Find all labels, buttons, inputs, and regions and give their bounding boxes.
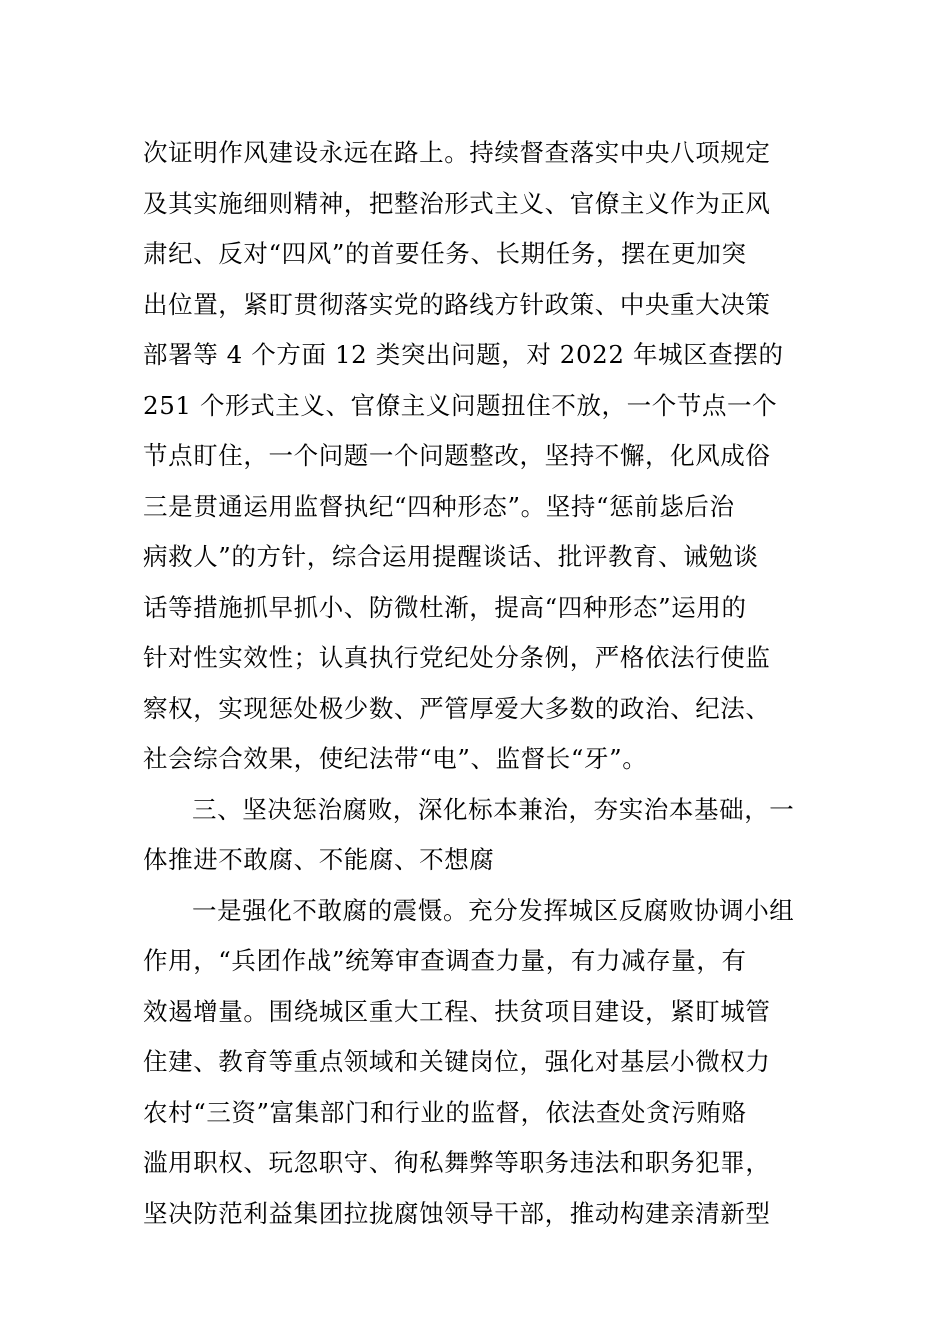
section-heading-line-2: 体推进不敢腐、不能腐、不想腐 bbox=[143, 845, 495, 874]
text-line-11: 针对性实效性；认真执行党纪处分条例，严格依法行使监 bbox=[143, 643, 771, 672]
text-line-19: 住建、教育等重点领域和关键岗位，强化对基层小微权力 bbox=[143, 1047, 771, 1076]
text-line-3: 肃纪、反对“四风”的首要任务、长期任务，摆在更加突 bbox=[143, 239, 747, 268]
text-line-9: 病救人”的方针，综合运用提醒谈话、批评教育、诫勉谈 bbox=[143, 542, 759, 571]
text-line-6: 251 个形式主义、官僚主义问题扭住不放，一个节点一个 bbox=[143, 390, 778, 420]
text-line-20: 农村“三资”富集部门和行业的监督，依法查处贪污贿赂 bbox=[143, 1097, 747, 1127]
text-line-21: 滥用职权、玩忽职守、徇私舞弊等职务违法和职务犯罪， bbox=[143, 1148, 771, 1177]
text-line-8: 三是贯通运用监督执纪“四种形态”。坚持“惩前毖后治 bbox=[143, 491, 735, 521]
body-text bbox=[143, 128, 813, 1239]
text-line-10: 话等措施抓早抓小、防微杜渐，提高“四种形态”运用的 bbox=[143, 592, 747, 622]
text-line-22: 坚决防范利益集团拉拢腐蚀领导干部，推动构建亲清新型 bbox=[143, 1198, 771, 1228]
text-line-5: 部署等 4 个方面 12 类突出问题，对 2022 年城区查摆的 bbox=[143, 340, 784, 369]
section-heading-line-1: 三、坚决惩治腐败，深化标本兼治，夯实治本基础，一 bbox=[192, 794, 795, 824]
text-line-2: 及其实施细则精神，把整治形式主义、官僚主义作为正风 bbox=[143, 188, 771, 218]
text-line-18: 效遏增量。围绕城区重大工程、扶贫项目建设，紧盯城管 bbox=[143, 996, 771, 1026]
text-line-12: 察权，实现惩处极少数、严管厚爱大多数的政治、纪法、 bbox=[143, 693, 771, 723]
text-line-17: 作用，“兵团作战”统筹审查调查力量，有力减存量，有 bbox=[143, 946, 747, 975]
text-line-1: 次证明作风建设永远在路上。持续督查落实中央八项规定 bbox=[143, 138, 771, 167]
text-line-7: 节点盯住，一个问题一个问题整改，坚持不懈，化风成俗 bbox=[143, 441, 771, 470]
text-line-16: 一是强化不敢腐的震慑。充分发挥城区反腐败协调小组 bbox=[192, 895, 795, 925]
text-line-4: 出位置，紧盯贯彻落实党的路线方针政策、中央重大决策 bbox=[143, 289, 771, 319]
text-line-13: 社会综合效果，使纪法带“电”、监督长“牙”。 bbox=[143, 744, 648, 773]
